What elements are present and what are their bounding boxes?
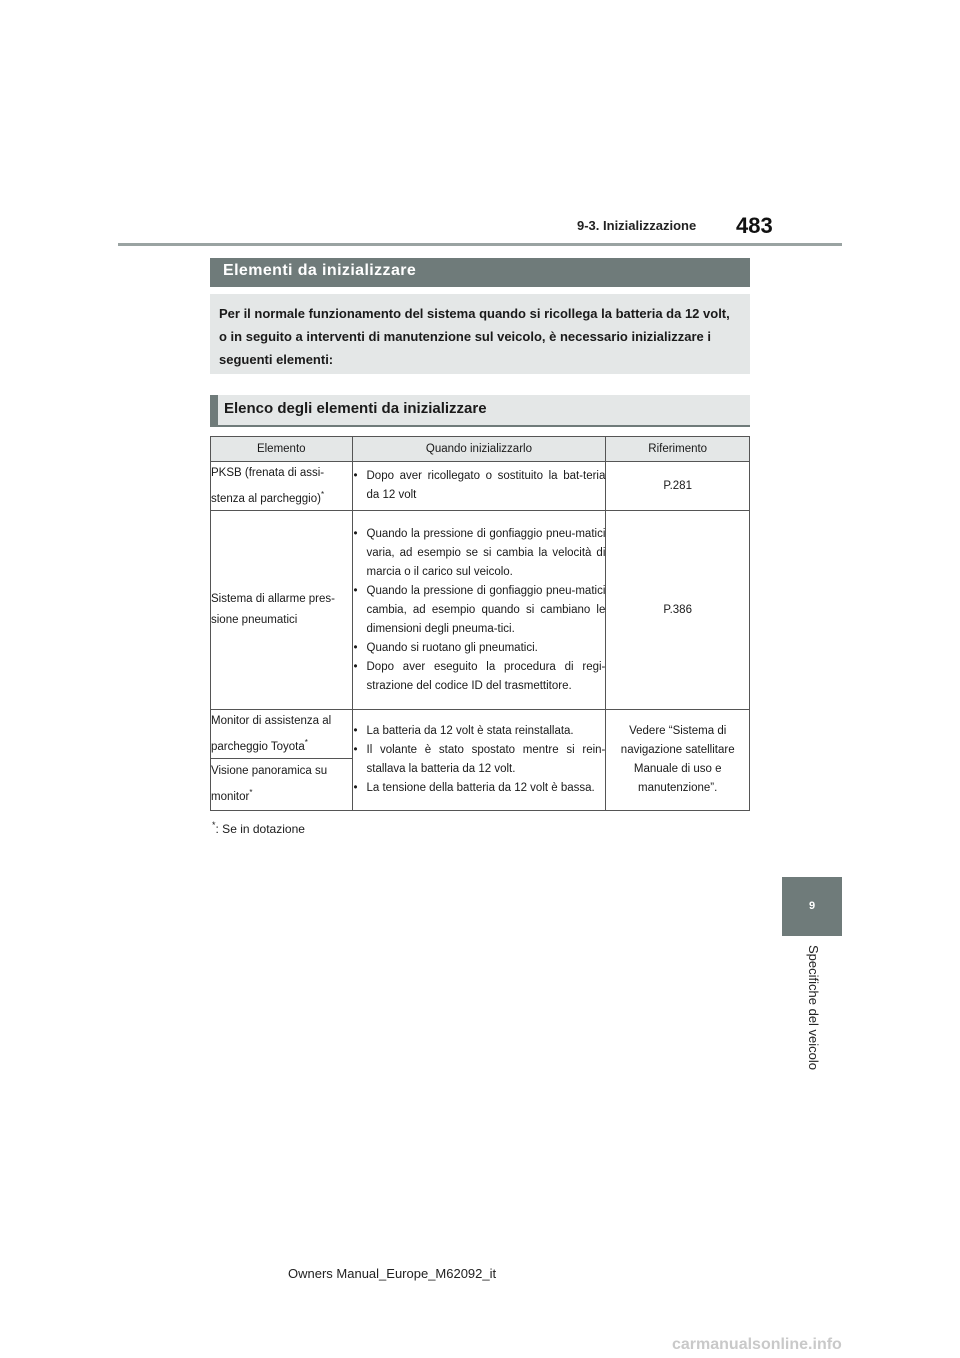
page-number: 483 bbox=[736, 213, 773, 238]
section-label: 9-3. Inizializzazione bbox=[577, 218, 697, 233]
condition-item: • Il volante è stato spostato mentre si rein-stallava la batteria da 12 volt. bbox=[353, 741, 606, 779]
condition-item: • Quando la pressione di gonfiaggio pneu-matici varia, ad esempio se si cambia la velocità di marcia o il carico sul veicolo. bbox=[353, 525, 606, 582]
chapter-label: Specifiche del veicolo bbox=[806, 945, 821, 1071]
condition-item: • Dopo aver eseguito la procedura di regi-strazione del codice ID del trasmettitore. bbox=[353, 658, 606, 696]
footnote-mark: * bbox=[320, 489, 325, 499]
condition-cell bbox=[352, 462, 606, 511]
footnote-mark: * bbox=[249, 788, 253, 798]
reference-cell: P.281 bbox=[606, 462, 750, 511]
table-row bbox=[211, 462, 750, 511]
intro-text: Per il normale funzionamento del sistema quando si ricollega la batteria da 12 volt, o in seguito a interventi di manutenzione sul veicolo, è necessario inizializzare i seguenti elementi: bbox=[219, 306, 730, 367]
condition-cell bbox=[352, 511, 606, 710]
chapter-tab: 9 bbox=[782, 877, 842, 936]
footnote-mark: * bbox=[304, 737, 308, 747]
element-cell: PKSB (frenata di assi- stenza al parcheggio)* bbox=[211, 462, 353, 511]
table-header-row bbox=[211, 437, 750, 462]
column-header-quando: Quando inizializzarlo bbox=[352, 437, 606, 462]
intro-box bbox=[210, 294, 750, 374]
element-cell: Sistema di allarme pres- sione pneumatici bbox=[211, 511, 353, 710]
condition-item: • Quando si ruotano gli pneumatici. bbox=[353, 639, 606, 658]
reference-cell: Vedere “Sistema di navigazione satellitare Manuale di uso e manutenzione”. bbox=[606, 710, 750, 811]
subheading-text: Elenco degli elementi da inizializzare bbox=[224, 400, 487, 417]
table-row bbox=[211, 710, 750, 759]
condition-item: • La batteria da 12 volt è stata reinstallata. bbox=[353, 722, 606, 741]
manual-name: Owners Manual_Europe_M62092_it bbox=[288, 1266, 497, 1281]
column-header-elemento: Elemento bbox=[211, 437, 353, 462]
condition-cell bbox=[352, 710, 606, 811]
items-table bbox=[210, 436, 750, 811]
table-row bbox=[211, 511, 750, 710]
condition-item: • Dopo aver ricollegato o sostituito la bat-teria da 12 volt bbox=[353, 467, 606, 505]
reference-cell: P.386 bbox=[606, 511, 750, 710]
title-banner-text: Elementi da inizializzare bbox=[223, 262, 417, 279]
footnote bbox=[212, 820, 305, 836]
subheading-bar bbox=[210, 395, 750, 427]
title-banner bbox=[210, 258, 750, 287]
footnote-mark: * bbox=[212, 820, 216, 830]
element-cell: Monitor di assistenza al parcheggio Toyota* bbox=[211, 710, 353, 759]
watermark: carmanualsonline.info bbox=[672, 1336, 842, 1353]
condition-item: • La tensione della batteria da 12 volt è bassa. bbox=[353, 779, 606, 798]
column-header-riferimento: Riferimento bbox=[606, 437, 750, 462]
footnote-text: : Se in dotazione bbox=[215, 822, 305, 836]
subheading-accent bbox=[210, 395, 218, 425]
element-cell: Visione panoramica su monitor* bbox=[211, 759, 353, 811]
condition-item: • Quando la pressione di gonfiaggio pneu-matici cambia, ad esempio quando si cambiano le dimensioni degli pneuma-tici. bbox=[353, 582, 606, 639]
header-divider bbox=[118, 243, 842, 246]
